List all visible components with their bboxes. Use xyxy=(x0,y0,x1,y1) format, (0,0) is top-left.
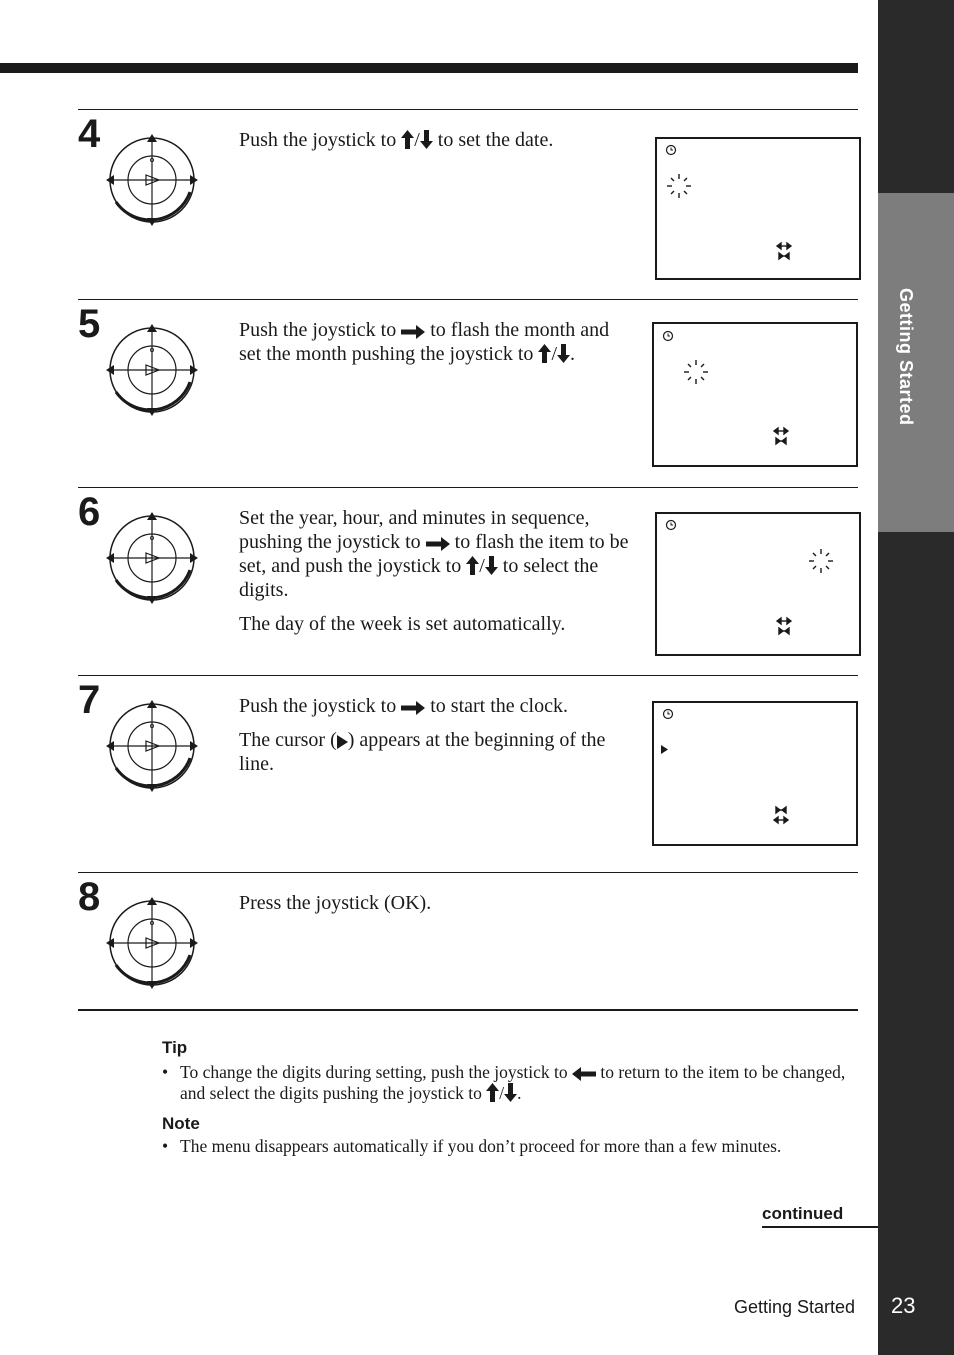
step-7 xyxy=(78,675,858,873)
navigation-arrows-icon xyxy=(774,807,788,823)
instruction-paragraph xyxy=(239,506,629,602)
cursor-triangle-icon xyxy=(337,735,348,749)
joystick-icon xyxy=(102,893,202,993)
clock-icon xyxy=(664,710,673,719)
flashing-digit-icon xyxy=(684,360,708,384)
bottom-rule xyxy=(78,1009,858,1011)
text-run: to set the date. xyxy=(432,129,554,151)
step-instructions xyxy=(239,506,629,646)
joystick-icon xyxy=(102,696,202,796)
step-6 xyxy=(78,487,858,676)
clock-icon xyxy=(667,146,676,155)
side-tab-active-section xyxy=(878,193,954,532)
step-number: 5 xyxy=(78,302,101,346)
text-run: / xyxy=(499,1083,505,1103)
step-number: 6 xyxy=(78,490,101,534)
text-run: Push the joystick to xyxy=(239,695,402,717)
instruction-paragraph xyxy=(239,728,629,776)
joystick-icon xyxy=(102,130,202,230)
text-run: . xyxy=(570,343,575,365)
text-run: to start the clock. xyxy=(425,695,568,717)
tip-label: Tip xyxy=(162,1038,188,1057)
instruction-paragraph xyxy=(239,128,629,152)
menu-screen-graphic xyxy=(654,324,856,465)
navigation-arrows-icon xyxy=(777,243,791,259)
navigation-arrows-icon xyxy=(774,428,788,444)
menu-screen-illustration xyxy=(652,322,858,467)
note-label: Note xyxy=(162,1114,200,1133)
cursor-triangle-icon xyxy=(661,745,668,754)
menu-screen-graphic xyxy=(657,139,859,278)
step-instructions xyxy=(239,128,629,162)
step-8 xyxy=(78,872,858,1010)
step-instructions xyxy=(239,891,629,925)
text-run: to flash the item to be set, and push the joystick to xyxy=(239,531,629,577)
arrow-down-icon xyxy=(504,1083,517,1102)
step-number: 4 xyxy=(78,112,101,156)
flashing-digit-icon xyxy=(667,174,691,198)
menu-screen-graphic xyxy=(657,514,859,654)
text-run: ) appears at the beginning of the line. xyxy=(239,729,606,775)
text-run: / xyxy=(551,343,557,365)
text-run: to return to the item to be changed, and select the digits pushing the joystick to xyxy=(180,1062,846,1103)
step-number: 7 xyxy=(78,678,101,722)
arrow-left-icon xyxy=(572,1067,596,1081)
arrow-up-icon xyxy=(538,344,551,363)
joystick-icon xyxy=(102,508,202,608)
text-run: / xyxy=(414,129,420,151)
arrow-up-icon xyxy=(466,556,479,575)
arrow-up-icon xyxy=(486,1083,499,1102)
joystick-graphic xyxy=(102,508,202,608)
step-4 xyxy=(78,109,858,300)
menu-screen-illustration xyxy=(652,701,858,846)
page-number: 23 xyxy=(891,1293,916,1318)
side-tab-label: Getting Started xyxy=(896,288,916,426)
arrow-right-icon xyxy=(401,325,425,339)
text-run: Press the joystick (OK). xyxy=(239,892,432,914)
note-item: • The menu disappears automatically if you don’t proceed for more than a few minutes. xyxy=(162,1136,852,1157)
clock-icon xyxy=(667,521,676,530)
instruction-paragraph xyxy=(239,694,629,718)
tip-item: • To change the digits during setting, push the joystick to to return to the item to be changed, and select the digits pushing the joystick to / . xyxy=(162,1062,852,1104)
text-run: / xyxy=(479,555,485,577)
joystick-graphic xyxy=(102,696,202,796)
continued-label: continued xyxy=(762,1204,878,1228)
flashing-digit-icon xyxy=(809,549,833,573)
step-instructions xyxy=(239,694,629,786)
text-run: The day of the week is set automatically. xyxy=(239,613,566,635)
step-number: 8 xyxy=(78,875,101,919)
menu-screen-illustration xyxy=(655,137,861,280)
text-run: . xyxy=(517,1083,522,1103)
clock-icon xyxy=(664,332,673,341)
menu-screen-graphic xyxy=(654,703,856,844)
menu-screen-illustration xyxy=(655,512,861,656)
navigation-arrows-icon xyxy=(777,618,791,634)
text-run: Set the year, hour, and minutes in sequence, pushing the joystick to xyxy=(239,507,590,553)
text-run: Push the joystick to xyxy=(239,319,402,341)
arrow-down-icon xyxy=(485,556,498,575)
text-run: The menu disappears automatically if you don’t proceed for more than a few minutes. xyxy=(180,1136,782,1156)
footer-section-title: Getting Started xyxy=(734,1297,856,1317)
arrow-right-icon xyxy=(426,537,450,551)
joystick-graphic xyxy=(102,893,202,993)
joystick-icon xyxy=(102,320,202,420)
instruction-paragraph xyxy=(239,891,629,915)
arrow-up-icon xyxy=(401,130,414,149)
joystick-graphic xyxy=(102,130,202,230)
note-text xyxy=(180,1136,852,1157)
arrow-down-icon xyxy=(557,344,570,363)
text-run: The cursor ( xyxy=(239,729,337,751)
joystick-graphic xyxy=(102,320,202,420)
text-run: To change the digits during setting, push the joystick to xyxy=(180,1062,572,1082)
tip-text xyxy=(180,1062,852,1104)
top-rule xyxy=(0,63,858,73)
arrow-down-icon xyxy=(420,130,433,149)
text-run: Push the joystick to xyxy=(239,129,402,151)
step-5 xyxy=(78,299,858,488)
instruction-paragraph xyxy=(239,318,629,366)
instruction-paragraph xyxy=(239,612,629,636)
text-run: to flash the month and set the month pushing the joystick to xyxy=(239,319,610,365)
step-instructions xyxy=(239,318,629,376)
arrow-right-icon xyxy=(401,701,425,715)
text-run: to select the digits. xyxy=(239,555,599,601)
